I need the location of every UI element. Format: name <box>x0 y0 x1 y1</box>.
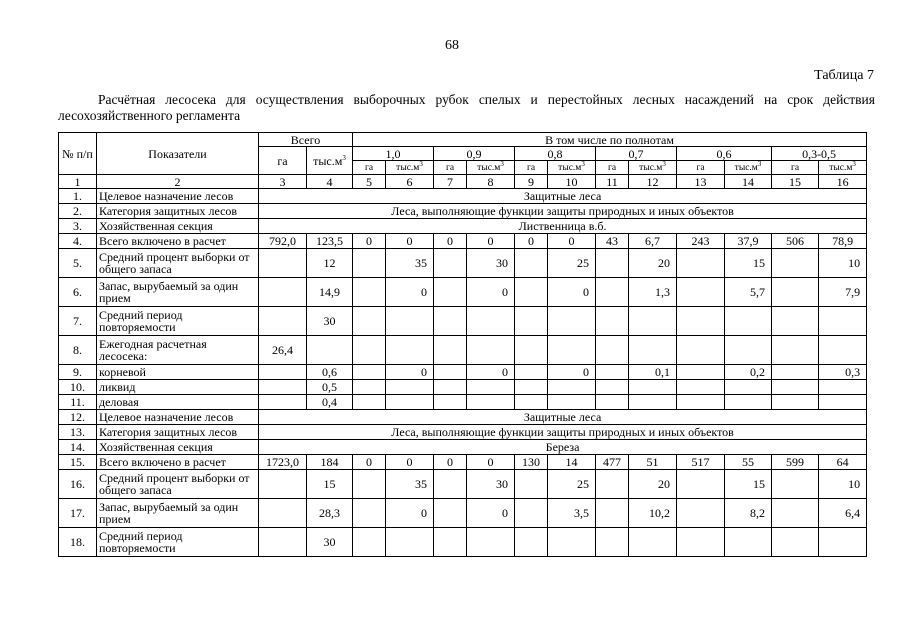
data-cell <box>772 249 819 278</box>
row-label: Всего включено в расчет <box>97 234 259 249</box>
column-number: 3 <box>259 175 307 189</box>
data-cell: 25 <box>548 470 596 499</box>
data-cell <box>386 528 434 557</box>
column-number-row <box>59 175 867 189</box>
data-cell: 30 <box>467 249 515 278</box>
row-label: Средний процент выборки от общего запаса <box>97 249 259 278</box>
header-unit-thm3: $тыс.м^3$ <box>819 161 867 175</box>
data-cell <box>596 365 629 380</box>
data-cell: 0 <box>353 455 386 470</box>
data-cell <box>259 249 307 278</box>
data-cell: 51 <box>629 455 677 470</box>
data-cell <box>353 307 386 336</box>
header-unit-ha: га <box>596 161 629 175</box>
table-row <box>59 365 867 380</box>
data-cell: 14 <box>548 455 596 470</box>
table-row <box>59 249 867 278</box>
data-cell <box>515 499 548 528</box>
data-cell <box>596 336 629 365</box>
column-number: 16 <box>819 175 867 189</box>
data-cell <box>772 528 819 557</box>
data-cell: 30 <box>307 307 353 336</box>
row-number: 9. <box>59 365 97 380</box>
data-cell <box>772 365 819 380</box>
data-cell: 12 <box>307 249 353 278</box>
table-row <box>59 204 867 219</box>
data-cell: 10,2 <box>629 499 677 528</box>
data-cell <box>259 528 307 557</box>
data-cell <box>353 470 386 499</box>
column-number: 7 <box>434 175 467 189</box>
data-cell: 243 <box>677 234 725 249</box>
header-density: 0,6 <box>677 147 772 161</box>
data-cell: 0 <box>467 499 515 528</box>
data-cell: 3,5 <box>548 499 596 528</box>
data-cell <box>259 380 307 395</box>
merged-cell: Лиственница в.б. <box>259 219 867 234</box>
data-cell: 0 <box>548 365 596 380</box>
table-row <box>59 425 867 440</box>
data-cell: 0,3 <box>819 365 867 380</box>
data-cell: 35 <box>386 470 434 499</box>
data-cell: 0 <box>467 365 515 380</box>
data-cell: 6,7 <box>629 234 677 249</box>
row-number: 3. <box>59 219 97 234</box>
data-cell <box>307 336 353 365</box>
header-unit-thm3: $тыс.м^3$ <box>548 161 596 175</box>
header-total-thm3: $тыс.м^3$ <box>307 147 353 175</box>
data-cell: 599 <box>772 455 819 470</box>
data-cell <box>434 528 467 557</box>
header-density: 0,7 <box>596 147 677 161</box>
data-cell <box>725 336 772 365</box>
data-cell: 0,2 <box>725 365 772 380</box>
table-row <box>59 189 867 204</box>
merged-cell: Защитные леса <box>259 410 867 425</box>
row-label: Категория защитных лесов <box>97 425 259 440</box>
data-cell <box>819 528 867 557</box>
data-cell <box>353 528 386 557</box>
table-row <box>59 410 867 425</box>
row-number: 4. <box>59 234 97 249</box>
row-label: Категория защитных лесов <box>97 204 259 219</box>
data-cell <box>596 499 629 528</box>
column-number: 14 <box>725 175 772 189</box>
data-cell: 0 <box>467 234 515 249</box>
data-cell: 0 <box>515 234 548 249</box>
data-cell <box>434 499 467 528</box>
data-cell <box>677 395 725 410</box>
row-label: Всего включено в расчет <box>97 455 259 470</box>
header-indicators: Показатели <box>97 133 259 175</box>
table-row <box>59 234 867 249</box>
data-cell <box>515 380 548 395</box>
data-cell <box>677 336 725 365</box>
data-cell <box>596 470 629 499</box>
page-number: 68 <box>445 38 459 53</box>
data-cell: 792,0 <box>259 234 307 249</box>
data-cell: 123,5 <box>307 234 353 249</box>
data-cell <box>772 307 819 336</box>
data-cell <box>629 307 677 336</box>
data-cell <box>467 336 515 365</box>
header-density: 1,0 <box>353 147 434 161</box>
data-cell <box>677 249 725 278</box>
table-row <box>59 307 867 336</box>
column-number: 10 <box>548 175 596 189</box>
data-cell <box>515 307 548 336</box>
header-num: № п/п <box>59 133 97 175</box>
header-density: 0,9 <box>434 147 515 161</box>
table-row <box>59 219 867 234</box>
data-cell: 0 <box>386 278 434 307</box>
data-cell: 15 <box>725 249 772 278</box>
data-cell <box>725 395 772 410</box>
data-cell <box>629 528 677 557</box>
data-cell: 184 <box>307 455 353 470</box>
column-number: 6 <box>386 175 434 189</box>
table-row <box>59 380 867 395</box>
data-cell: 517 <box>677 455 725 470</box>
column-number: 5 <box>353 175 386 189</box>
data-cell <box>386 336 434 365</box>
header-unit-ha: га <box>434 161 467 175</box>
data-cell: 1723,0 <box>259 455 307 470</box>
data-cell <box>772 395 819 410</box>
data-cell: 0 <box>386 455 434 470</box>
data-cell: 25 <box>548 249 596 278</box>
data-cell <box>677 470 725 499</box>
column-number: 8 <box>467 175 515 189</box>
merged-cell: Береза <box>259 440 867 455</box>
data-cell: 0 <box>353 234 386 249</box>
data-cell: 6,4 <box>819 499 867 528</box>
row-number: 18. <box>59 528 97 557</box>
data-cell <box>467 395 515 410</box>
data-cell: 55 <box>725 455 772 470</box>
data-cell: 43 <box>596 234 629 249</box>
merged-cell: Леса, выполняющие функции защиты природных и иных объектов <box>259 425 867 440</box>
data-cell: 0,6 <box>307 365 353 380</box>
row-number: 2. <box>59 204 97 219</box>
data-cell: 506 <box>772 234 819 249</box>
data-cell <box>386 395 434 410</box>
row-number: 11. <box>59 395 97 410</box>
data-cell: 30 <box>467 470 515 499</box>
header-unit-thm3: $тыс.м^3$ <box>629 161 677 175</box>
data-cell: 28,3 <box>307 499 353 528</box>
data-cell <box>259 499 307 528</box>
data-cell <box>819 395 867 410</box>
column-number: 13 <box>677 175 725 189</box>
data-cell <box>677 528 725 557</box>
data-cell: 15 <box>307 470 353 499</box>
data-cell: 477 <box>596 455 629 470</box>
row-label: Средний период повторяемости <box>97 307 259 336</box>
data-cell: 0 <box>548 278 596 307</box>
data-cell <box>434 278 467 307</box>
row-number: 6. <box>59 278 97 307</box>
data-cell: 0 <box>386 499 434 528</box>
data-cell: 8,2 <box>725 499 772 528</box>
data-cell <box>515 336 548 365</box>
row-label: Целевое назначение лесов <box>97 410 259 425</box>
data-cell <box>515 528 548 557</box>
row-number: 5. <box>59 249 97 278</box>
table-row <box>59 455 867 470</box>
row-label: Запас, вырубаемый за один прием <box>97 278 259 307</box>
data-cell <box>434 395 467 410</box>
header-unit-ha: га <box>515 161 548 175</box>
row-label: Целевое назначение лесов <box>97 189 259 204</box>
merged-cell: Защитные леса <box>259 189 867 204</box>
data-cell <box>467 528 515 557</box>
data-cell: 0 <box>467 455 515 470</box>
header-total-ha: га <box>259 147 307 175</box>
data-cell: 20 <box>629 249 677 278</box>
row-label: Средний процент выборки от общего запаса <box>97 470 259 499</box>
data-cell <box>772 470 819 499</box>
data-cell <box>467 380 515 395</box>
row-number: 17. <box>59 499 97 528</box>
table-row <box>59 528 867 557</box>
data-cell: 5,7 <box>725 278 772 307</box>
data-cell <box>677 278 725 307</box>
header-unit-thm3: $тыс.м^3$ <box>467 161 515 175</box>
data-cell <box>677 499 725 528</box>
data-cell: 64 <box>819 455 867 470</box>
data-cell <box>259 395 307 410</box>
table-row <box>59 470 867 499</box>
row-number: 12. <box>59 410 97 425</box>
data-cell: 0 <box>548 234 596 249</box>
column-number: 12 <box>629 175 677 189</box>
data-cell: 30 <box>307 528 353 557</box>
data-cell <box>353 249 386 278</box>
data-cell: 37,9 <box>725 234 772 249</box>
data-cell: 20 <box>629 470 677 499</box>
header-density: 0,3-0,5 <box>772 147 867 161</box>
header-density: 0,8 <box>515 147 596 161</box>
column-number: 9 <box>515 175 548 189</box>
row-number: 16. <box>59 470 97 499</box>
data-cell <box>515 470 548 499</box>
data-cell <box>515 249 548 278</box>
data-cell: 10 <box>819 249 867 278</box>
row-label: Хозяйственная секция <box>97 440 259 455</box>
data-cell: 0 <box>386 365 434 380</box>
row-number: 1. <box>59 189 97 204</box>
row-label: корневой <box>97 365 259 380</box>
data-cell <box>434 470 467 499</box>
column-number: 1 <box>59 175 97 189</box>
row-label: Средний период повторяемости <box>97 528 259 557</box>
data-cell <box>467 307 515 336</box>
data-cell <box>629 336 677 365</box>
column-number: 4 <box>307 175 353 189</box>
data-cell <box>725 307 772 336</box>
header-unit-ha: га <box>353 161 386 175</box>
row-number: 13. <box>59 425 97 440</box>
data-cell <box>725 380 772 395</box>
column-number: 2 <box>97 175 259 189</box>
data-cell: 0,4 <box>307 395 353 410</box>
data-cell: 26,4 <box>259 336 307 365</box>
row-label: Хозяйственная секция <box>97 219 259 234</box>
table-row <box>59 499 867 528</box>
data-cell: 0,1 <box>629 365 677 380</box>
data-cell <box>434 249 467 278</box>
data-cell <box>353 395 386 410</box>
row-number: 10. <box>59 380 97 395</box>
data-cell <box>819 336 867 365</box>
row-number: 14. <box>59 440 97 455</box>
data-cell <box>596 278 629 307</box>
row-label: деловая <box>97 395 259 410</box>
data-cell <box>548 528 596 557</box>
data-cell <box>353 278 386 307</box>
data-cell <box>548 395 596 410</box>
table-caption: Расчётная лесосека для осуществления выборочных рубок спелых и перестойных лесных насаждений на срок действия лесохозяйственного регламента <box>58 92 875 123</box>
row-number: 7. <box>59 307 97 336</box>
data-cell <box>434 365 467 380</box>
row-label: ликвид <box>97 380 259 395</box>
header-unit-ha: га <box>677 161 725 175</box>
data-cell <box>772 336 819 365</box>
data-cell <box>596 395 629 410</box>
data-cell <box>772 380 819 395</box>
row-number: 8. <box>59 336 97 365</box>
table-row <box>59 278 867 307</box>
merged-cell: Леса, выполняющие функции защиты природных и иных объектов <box>259 204 867 219</box>
data-cell <box>386 380 434 395</box>
data-cell <box>515 365 548 380</box>
data-cell <box>819 307 867 336</box>
data-cell <box>596 249 629 278</box>
data-cell <box>353 365 386 380</box>
data-cell: 0 <box>434 455 467 470</box>
data-cell <box>677 365 725 380</box>
row-label: Ежегодная расчетная лесосека: <box>97 336 259 365</box>
column-number: 11 <box>596 175 629 189</box>
data-cell <box>259 365 307 380</box>
row-label: Запас, вырубаемый за один прием <box>97 499 259 528</box>
data-cell: 0 <box>386 234 434 249</box>
data-cell: 0 <box>434 234 467 249</box>
data-cell <box>629 380 677 395</box>
data-cell: 130 <box>515 455 548 470</box>
data-cell: 15 <box>725 470 772 499</box>
table-label: Таблица 7 <box>814 68 874 83</box>
data-cell <box>772 499 819 528</box>
data-cell <box>515 278 548 307</box>
data-cell: 78,9 <box>819 234 867 249</box>
data-cell <box>725 528 772 557</box>
data-cell <box>259 278 307 307</box>
data-cell <box>596 380 629 395</box>
data-cell <box>353 380 386 395</box>
header-by-density: В том числе по полнотам <box>353 133 867 147</box>
header-unit-ha: га <box>772 161 819 175</box>
data-cell <box>596 528 629 557</box>
data-cell: 1,3 <box>629 278 677 307</box>
allowable-cut-table <box>58 132 867 557</box>
data-cell <box>259 307 307 336</box>
data-cell <box>353 499 386 528</box>
data-cell <box>548 307 596 336</box>
header-total: Всего <box>259 133 353 147</box>
data-cell <box>819 380 867 395</box>
data-cell: 0,5 <box>307 380 353 395</box>
data-cell <box>772 278 819 307</box>
table-row <box>59 336 867 365</box>
table-row <box>59 440 867 455</box>
data-cell <box>353 336 386 365</box>
table-row <box>59 395 867 410</box>
data-cell <box>386 307 434 336</box>
data-cell <box>515 395 548 410</box>
column-number: 15 <box>772 175 819 189</box>
data-cell <box>434 307 467 336</box>
data-cell: 0 <box>467 278 515 307</box>
data-cell: 14,9 <box>307 278 353 307</box>
data-cell: 7,9 <box>819 278 867 307</box>
data-cell <box>548 336 596 365</box>
data-cell <box>596 307 629 336</box>
table-body <box>59 189 867 557</box>
row-number: 15. <box>59 455 97 470</box>
header-unit-thm3: $тыс.м^3$ <box>386 161 434 175</box>
data-cell <box>677 307 725 336</box>
data-cell <box>434 380 467 395</box>
header-unit-thm3: $тыс.м^3$ <box>725 161 772 175</box>
data-cell <box>548 380 596 395</box>
data-cell <box>434 336 467 365</box>
data-cell <box>677 380 725 395</box>
data-cell: 35 <box>386 249 434 278</box>
data-cell <box>629 395 677 410</box>
data-cell <box>259 470 307 499</box>
data-cell: 10 <box>819 470 867 499</box>
